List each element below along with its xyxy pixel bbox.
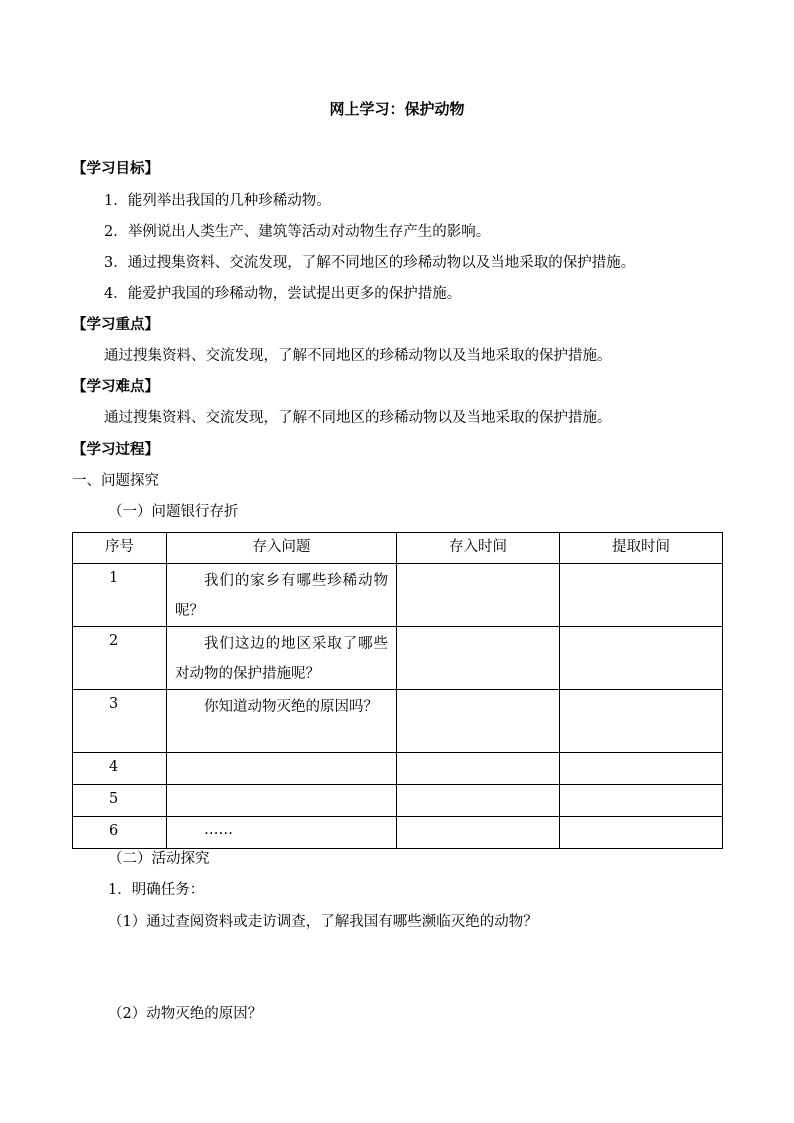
- row-number: 4: [73, 753, 167, 785]
- table-row: [73, 690, 723, 753]
- table-header-cell: 提取时间: [560, 533, 723, 564]
- key-heading: 【学习重点】: [72, 317, 159, 333]
- withdraw-time-cell: [560, 785, 723, 817]
- table-row: [73, 564, 723, 627]
- deposit-time-cell: [397, 564, 560, 627]
- table-header-cell: 存入问题: [167, 533, 397, 564]
- question-bank-table: [72, 532, 723, 849]
- table-row: [73, 753, 723, 785]
- difficulty-heading: 【学习难点】: [72, 379, 159, 395]
- row-question-text: 我们这边的地区采取了哪些对动物的保护措施呢？: [175, 636, 388, 682]
- withdraw-time-cell: [560, 690, 723, 753]
- table-row: [73, 627, 723, 690]
- row-question: [167, 785, 397, 817]
- table-header-row: [73, 533, 723, 564]
- task-item: （1）通过查阅资料或走访调查，了解我国有哪些濒临灭绝的动物？: [108, 914, 538, 930]
- difficulty-text: 通过搜集资料、交流发现，了解不同地区的珍稀动物以及当地采取的保护措施。: [104, 410, 612, 426]
- deposit-time-cell: [397, 817, 560, 849]
- goal-item: 3．通过搜集资料、交流发现，了解不同地区的珍稀动物以及当地采取的保护措施。: [104, 255, 636, 271]
- row-number: 2: [73, 627, 167, 690]
- row-question-text: ……: [204, 822, 233, 838]
- goal-item: 4．能爱护我国的珍稀动物，尝试提出更多的保护措施。: [104, 286, 462, 302]
- deposit-time-cell: [397, 627, 560, 690]
- row-question: [167, 753, 397, 785]
- deposit-time-cell: [397, 753, 560, 785]
- goal-item: 2．举例说出人类生产、建筑等活动对动物生存产生的影响。: [104, 224, 491, 240]
- subsection-title: （一）问题银行存折: [108, 504, 239, 520]
- row-question: [167, 627, 397, 690]
- withdraw-time-cell: [560, 753, 723, 785]
- row-question: [167, 817, 397, 849]
- task-heading: 1．明确任务：: [108, 882, 205, 898]
- row-number: 1: [73, 564, 167, 627]
- goals-heading: 【学习目标】: [72, 161, 159, 177]
- row-number: 5: [73, 785, 167, 817]
- table-header-cell: 序号: [73, 533, 167, 564]
- page-title: 网上学习：保护动物: [329, 100, 465, 118]
- subsection-title: （二）活动探究: [108, 851, 210, 867]
- withdraw-time-cell: [560, 817, 723, 849]
- deposit-time-cell: [397, 785, 560, 817]
- row-question-text: 你知道动物灭绝的原因吗？: [204, 699, 378, 715]
- row-question: [167, 690, 397, 753]
- process-heading: 【学习过程】: [72, 442, 159, 458]
- goal-item: 1．能列举出我国的几种珍稀动物。: [104, 193, 331, 209]
- table-row: [73, 817, 723, 849]
- table-row: [73, 785, 723, 817]
- withdraw-time-cell: [560, 564, 723, 627]
- table-header-cell: 存入时间: [397, 533, 560, 564]
- row-number: 6: [73, 817, 167, 849]
- row-question-text: 我们的家乡有哪些珍稀动物呢？: [175, 573, 388, 619]
- section-title: 一、问题探究: [72, 473, 159, 489]
- row-number: 3: [73, 690, 167, 753]
- row-question: [167, 564, 397, 627]
- key-text: 通过搜集资料、交流发现，了解不同地区的珍稀动物以及当地采取的保护措施。: [104, 348, 612, 364]
- deposit-time-cell: [397, 690, 560, 753]
- withdraw-time-cell: [560, 627, 723, 690]
- task-item: （2）动物灭绝的原因？: [108, 1006, 263, 1022]
